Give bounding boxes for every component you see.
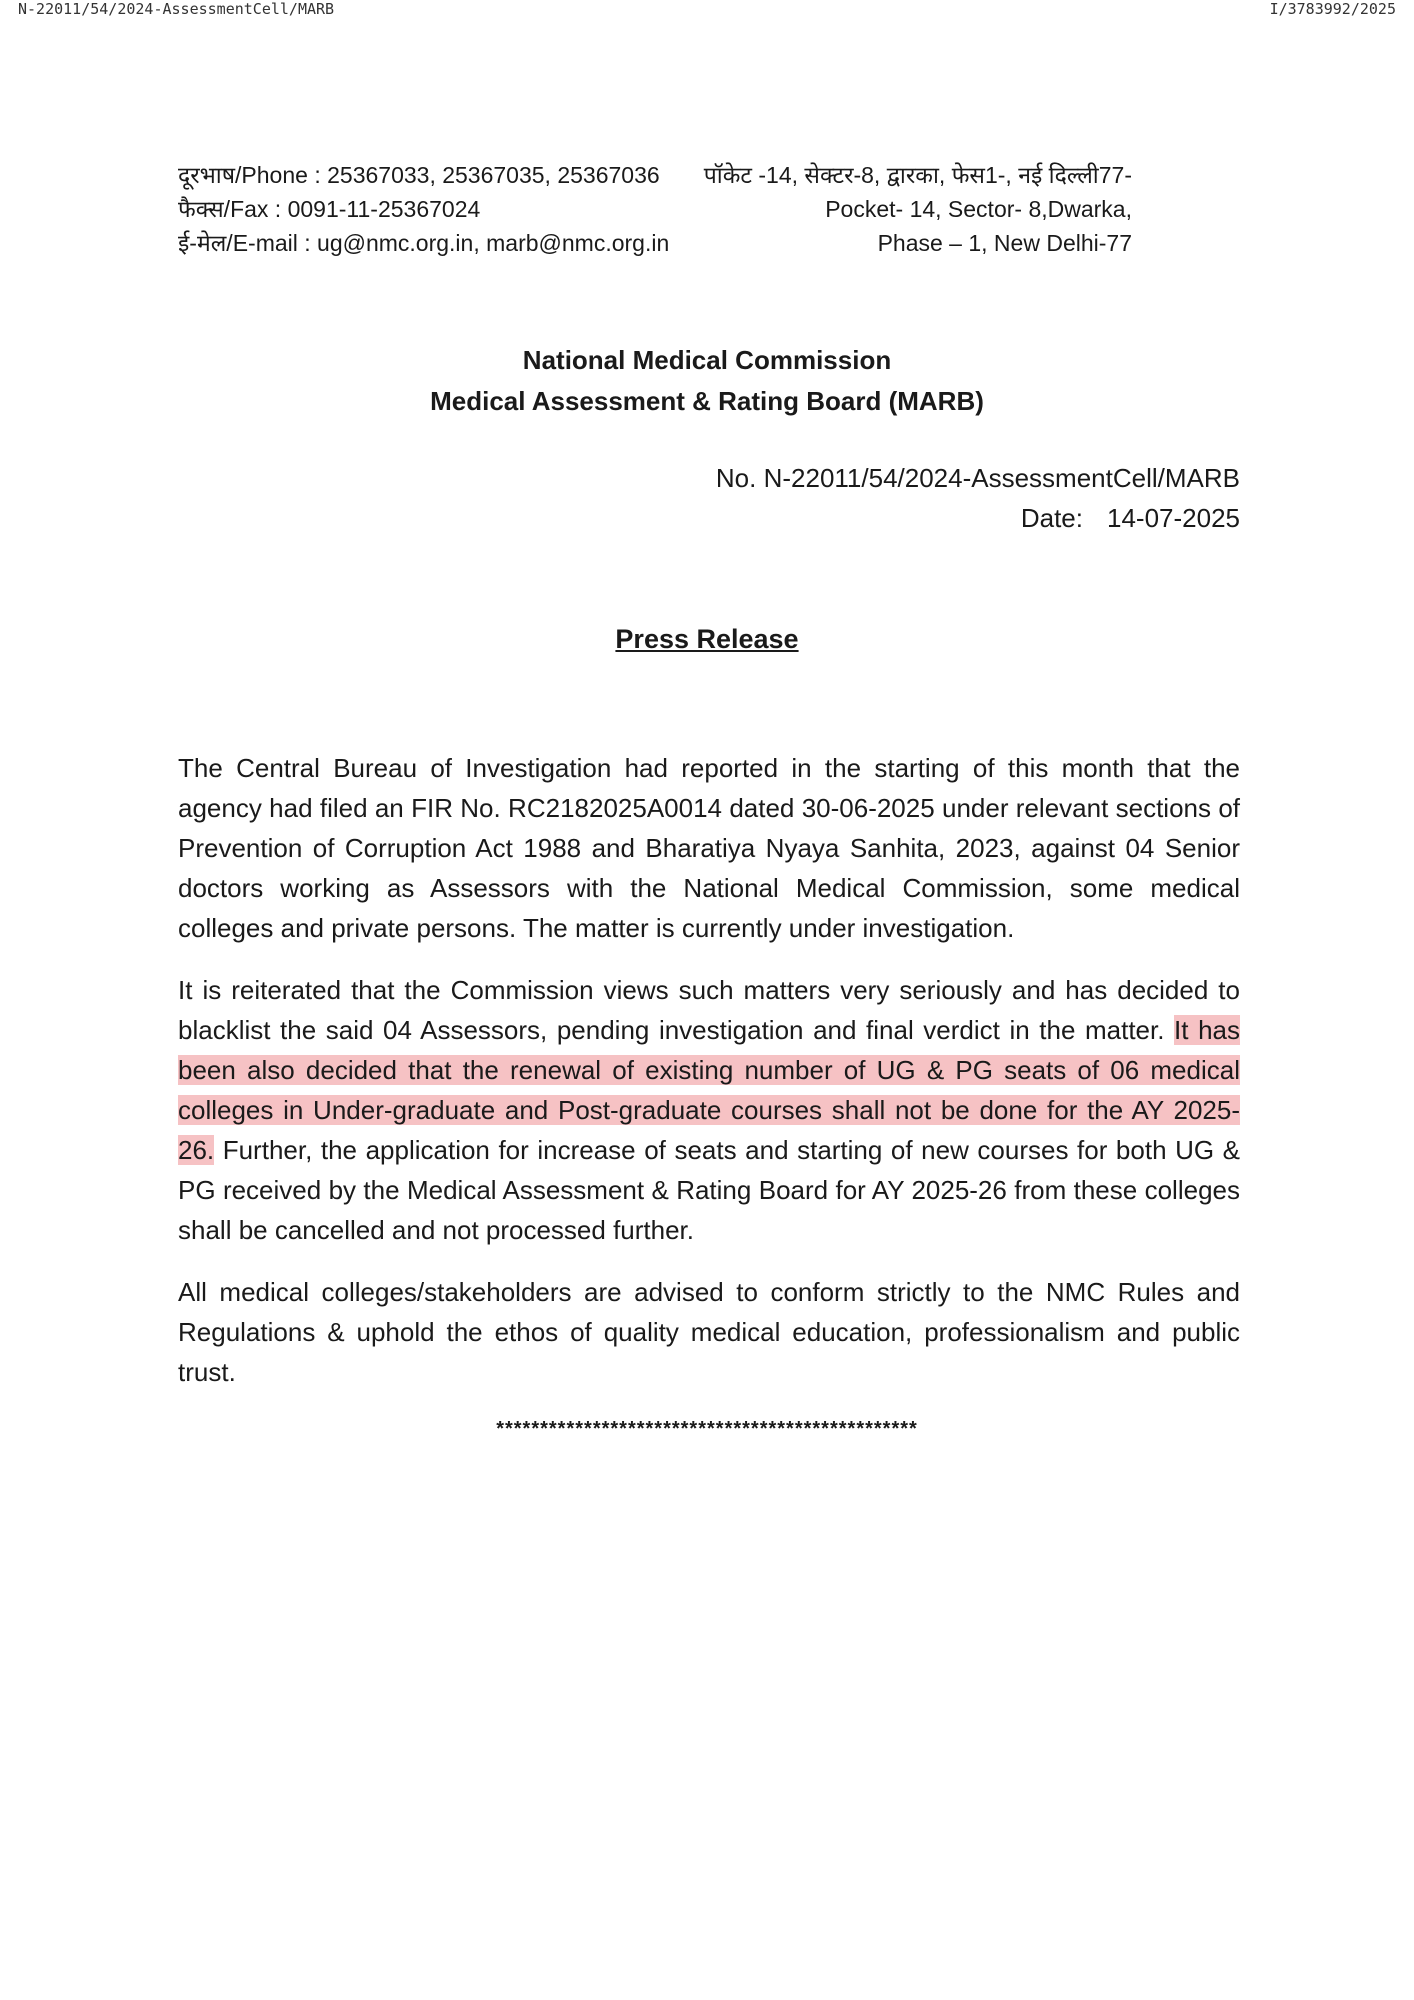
date-value: 14-07-2025 [1107,503,1240,533]
reference-block [716,458,1240,538]
address-line-2: Phase – 1, New Delhi-77 [877,230,1132,256]
paragraph-1: The Central Bureau of Investigation had reported in the starting of this month that the agency had filed an FIR No. RC2182025A0014 dated 30-06-2025 under relevant sections of Prevention of Corruption Act 1988 and Bharatiya Nyaya Sanhita, 2023, against 04 Senior doctors working as Assessors with the National Medical Commission, some medical colleges and private persons. The matter is currently under investigation. [178,753,1240,943]
organization-heading [0,340,1414,422]
organization-name: National Medical Commission [522,345,892,375]
document-body [178,748,1240,1414]
end-marker: ************************************************ [496,1418,918,1440]
phone-line: दूरभाष/Phone : 25367033, 25367035, 25367036 [178,162,660,188]
address-line-1: Pocket- 14, Sector- 8,Dwarka, [825,196,1132,222]
receipt-number: I/3783992/2025 [1269,0,1396,18]
board-name: Medical Assessment & Rating Board (MARB) [430,386,984,416]
paragraph-2 [178,970,1240,1250]
paragraph-2-rest: Further, the application for increase of seats and starting of new courses for both UG & PG received by the Medical Assessment & Rating Board for AY 2025-26 from these colleges shall be cancelled and not processed further. [178,1135,1240,1245]
date-line [716,498,1240,538]
address-hindi: पॉकेट -14, सेक्टर-8, द्वारका, फेस1-, नई दिल्ली77- [703,162,1132,188]
email-line: ई-मेल/E-mail : ug@nmc.org.in, marb@nmc.org.in [178,230,670,256]
paragraph-3: All medical colleges/stakeholders are advised to conform strictly to the NMC Rules and Regulations & uphold the ethos of quality medical education, professionalism and public trust. [178,1277,1240,1387]
reference-number: No. N-22011/54/2024-AssessmentCell/MARB [715,463,1240,493]
contact-block [178,158,669,260]
file-reference-strip [0,0,1414,20]
address-block [704,158,1132,260]
fax-line: फैक्स/Fax : 0091-11-25367024 [178,196,481,222]
file-number: N-22011/54/2024-AssessmentCell/MARB [18,0,335,18]
date-label: Date: [1020,503,1083,533]
highlighted-text: It has been also decided that the renewal of existing number of UG & PG seats of 06 medical colleges in Under-graduate and Post-graduate courses shall not be done for the AY 2025-26. [178,1015,1240,1165]
paragraph-2-intro: It is reiterated that the Commission views such matters very seriously and has decided to blacklist the said 04 Assessors, pending investigation and final verdict in the matter. [178,975,1240,1045]
document-title: Press Release [615,624,799,654]
